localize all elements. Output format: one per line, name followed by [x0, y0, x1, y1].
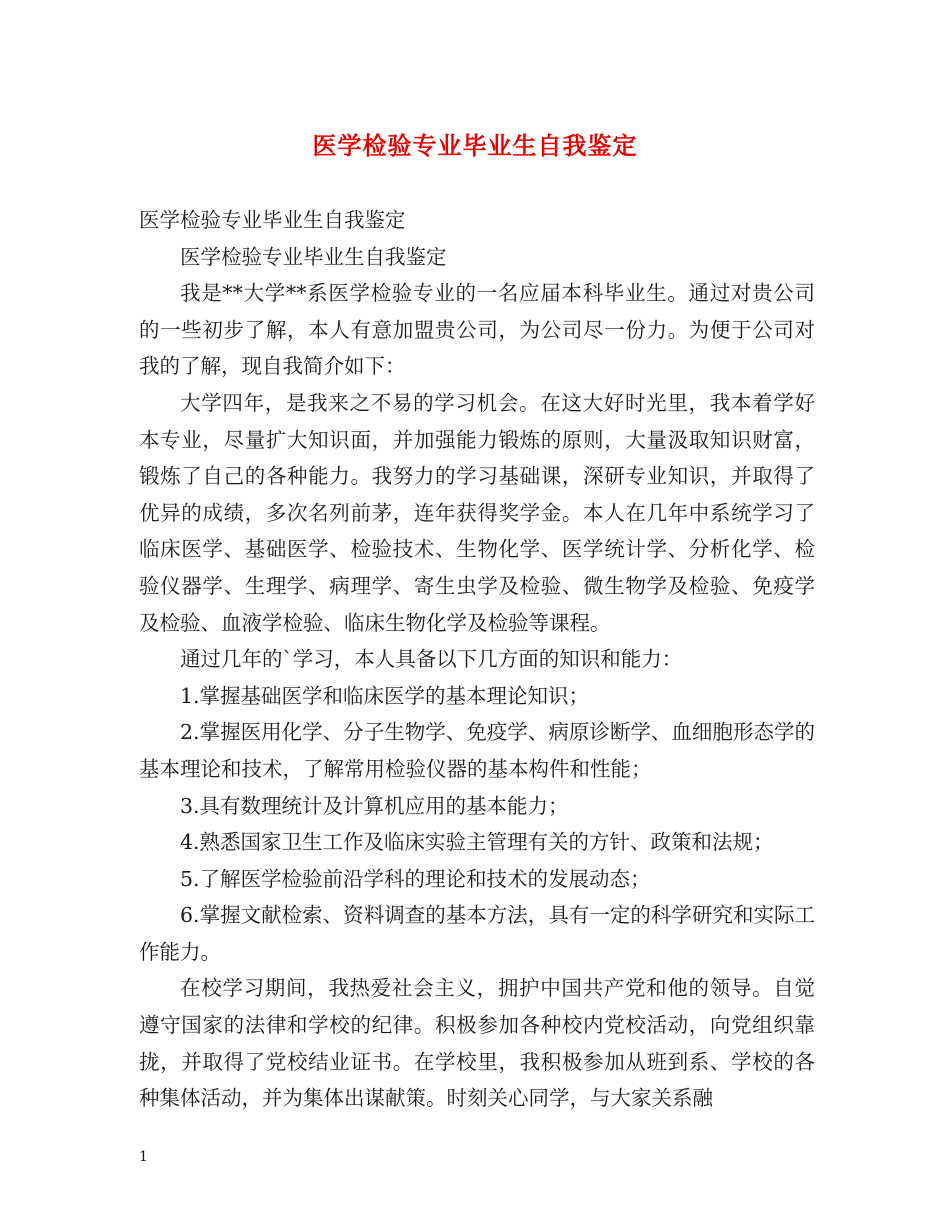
paragraph-ability-6: 6.掌握文献检索、资料调查的基本方法，具有一定的科学研究和实际工作能力。 — [139, 903, 815, 964]
page-number: 1 — [139, 1149, 148, 1165]
paragraph-university-years: 大学四年，是我来之不易的学习机会。在这大好时光里，我本着学好本专业，尽量扩大知识面，并加强能力锻炼的原则，大量汲取知识财富，锻炼了自己的各种能力。我努力的学习基础课，深研专业知识，并取得了优异的成绩，多次名列前茅，连年获得奖学金。本人在几年中系统学习了临床医学、基础医学、检验技术、生物化学、医学统计学、分析化学、检验仪器学、生理学、病理学、寄生虫学及检验、微生物学及检验、免疫学及检验、血液学检验、临床生物化学及检验等课程。 — [139, 390, 815, 635]
paragraph-campus-life: 在校学习期间，我热爱社会主义，拥护中国共产党和他的领导。自觉遵守国家的法律和学校的纪律。积极参加各种校内党校活动，向党组织靠拢，并取得了党校结业证书。在学校里，我积极参加从班到系、学校的各种集体活动，并为集体出谋献策。时刻关心同学，与大家关系融 — [139, 976, 815, 1111]
paragraph-ability-3: 3.具有数理统计及计算机应用的基本能力； — [180, 793, 569, 818]
paragraph-subheading: 医学检验专业毕业生自我鉴定 — [180, 244, 447, 269]
paragraph-ability-4: 4.熟悉国家卫生工作及临床实验主管理有关的方针、政策和法规； — [180, 830, 774, 855]
document-title: 医学检验专业毕业生自我鉴定 — [312, 132, 638, 160]
document-body — [139, 202, 815, 1117]
paragraph-abilities-intro: 通过几年的`学习，本人具备以下几方面的知识和能力： — [180, 647, 683, 672]
paragraph-intro: 我是**大学**系医学检验专业的一名应届本科毕业生。通过对贵公司的一些初步了解，本人有意加盟贵公司，为公司尽一份力。为便于公司对我的了解，现自我简介如下： — [139, 281, 815, 379]
paragraph-heading: 医学检验专业毕业生自我鉴定 — [139, 208, 406, 232]
paragraph-ability-5: 5.了解医学检验前沿学科的理论和技术的发展动态； — [180, 866, 651, 891]
paragraph-ability-2: 2.掌握医用化学、分子生物学、免疫学、病原诊断学、血细胞形态学的基本理论和技术，了解常用检验仪器的基本构件和性能； — [139, 720, 815, 781]
paragraph-ability-1: 1.掌握基础医学和临床医学的基本理论知识； — [180, 683, 590, 708]
